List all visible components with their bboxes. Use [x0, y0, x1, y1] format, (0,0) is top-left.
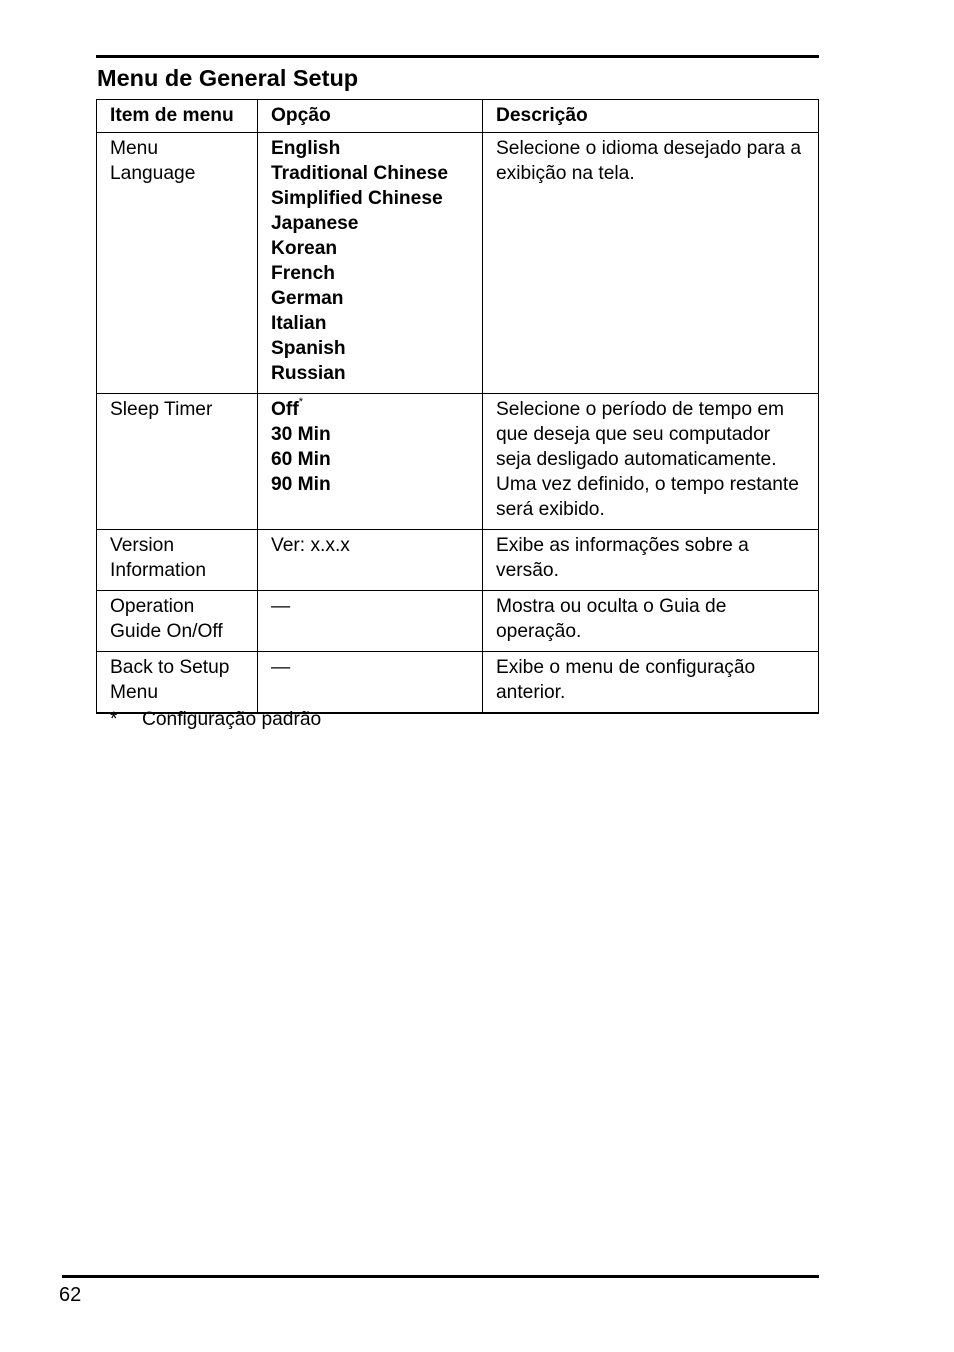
table-row [97, 530, 819, 591]
footnote-text: Configuração padrão [142, 709, 322, 730]
option-value: — [271, 596, 291, 617]
option-value: German [271, 288, 344, 309]
row-item-cell [97, 394, 258, 530]
row-description-cell [483, 394, 819, 530]
item-label: Back to Setup Menu [110, 657, 230, 703]
row-options-cell [258, 652, 483, 714]
row-options-cell [258, 394, 483, 530]
item-label: Sleep Timer [110, 399, 213, 420]
option-value: French [271, 263, 335, 284]
description-text: Mostra ou oculta o Guia de operação. [496, 596, 727, 642]
option-value: 60 Min [271, 449, 331, 470]
general-setup-table [96, 99, 819, 714]
option-value: 30 Min [271, 424, 331, 445]
header-option: Opção [258, 100, 483, 133]
table-row [97, 133, 819, 394]
option-default [271, 397, 472, 422]
header-item: Item de menu [97, 100, 258, 133]
row-item-cell [97, 591, 258, 652]
option-value: Russian [271, 363, 346, 384]
option-value: Korean [271, 238, 338, 259]
item-label: Operation Guide On/Off [110, 596, 223, 642]
option-value: — [271, 657, 291, 678]
option-value: Simplified Chinese [271, 188, 443, 209]
description-text: Exibe as informações sobre a versão. [496, 535, 749, 581]
option-value: Off [271, 399, 299, 420]
row-description-cell [483, 652, 819, 714]
table-header-row [97, 100, 819, 133]
option-value: 90 Min [271, 474, 331, 495]
row-item-cell [97, 652, 258, 714]
option-value: Japanese [271, 213, 359, 234]
option-value: Ver: x.x.x [271, 535, 350, 556]
table-row [97, 591, 819, 652]
description-text: Selecione o idioma desejado para a exibição na tela. [496, 138, 802, 184]
row-description-cell [483, 133, 819, 394]
section-title: Menu de General Setup [97, 65, 359, 91]
footnote-marker: * [110, 709, 118, 730]
row-item-cell [97, 530, 258, 591]
table-row [97, 394, 819, 530]
page-number: 62 [59, 1284, 82, 1306]
top-rule [96, 55, 819, 58]
option-value: Italian [271, 313, 327, 334]
description-text: Exibe o menu de configuração anterior. [496, 657, 756, 703]
row-options-cell [258, 133, 483, 394]
row-options-cell [258, 591, 483, 652]
row-description-cell [483, 591, 819, 652]
option-value: Spanish [271, 338, 346, 359]
row-options-cell [258, 530, 483, 591]
header-description: Descrição [483, 100, 819, 133]
row-item-cell [97, 133, 258, 394]
option-value: Traditional Chinese [271, 163, 448, 184]
default-marker: * [298, 396, 303, 408]
option-value: English [271, 138, 341, 159]
bottom-rule [62, 1275, 819, 1278]
footnote [110, 707, 321, 732]
item-label: Version Information [110, 535, 206, 581]
table-row [97, 652, 819, 714]
row-description-cell [483, 530, 819, 591]
item-label: Menu Language [110, 138, 196, 184]
description-text: Selecione o período de tempo em que deseja que seu computador seja desligado automaticamente. Uma vez definido, o tempo restante será exibido. [496, 399, 799, 520]
